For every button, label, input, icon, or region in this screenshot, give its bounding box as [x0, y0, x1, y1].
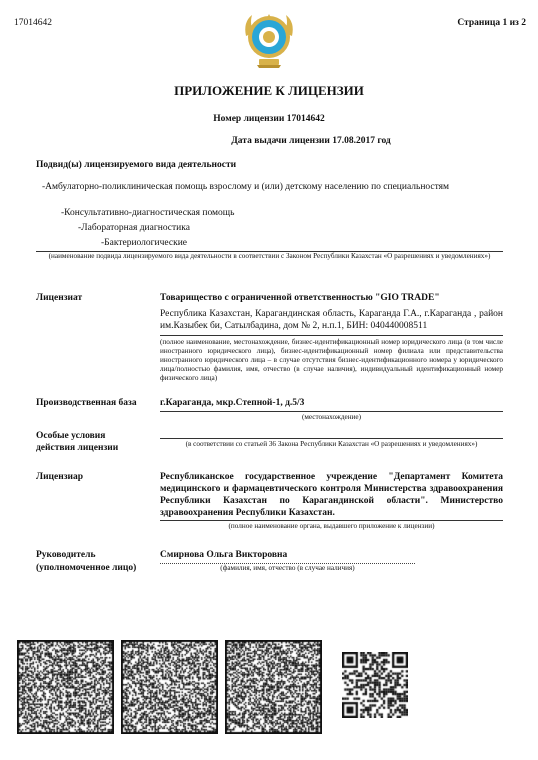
head-label-1: Руководитель [36, 550, 96, 560]
page-title: ПРИЛОЖЕНИЕ К ЛИЦЕНЗИИ [174, 83, 364, 98]
qr-code [342, 652, 408, 718]
licensee-label: Лицензиат [36, 293, 83, 303]
production-base-note: (местонахождение) [301, 413, 361, 421]
licensor-divider [160, 520, 503, 521]
document-number: 17014642 [14, 18, 52, 28]
barcode-1 [17, 640, 114, 734]
special-conditions-label-1: Особые условия [36, 431, 106, 441]
licensee-note: (полное наименование, местонахождение, бизнес-идентификационный номер юридического лица (в том числе иностранного юридического лица), бизнес-идентификационный номер филиала или представительства иностранного юридического лица – в случае отсутствия бизнес-идентификационного номера у юридического лица/полностью фамилия, имя, отчество (в случае наличия), индивидуальный идентификационный номер физического лица) [160, 338, 503, 382]
licensee-address: Республика Казахстан, Карагандинская область, Караганда Г.А., г.Караганда , район им.Казыбек би, Сатылбадина, дом № 2, н.п.1, БИН: 040440008511 [160, 309, 503, 331]
production-base-value: г.Караганда, мкр.Степной-1, д.5/3 [160, 398, 305, 408]
licensee-name: Товарищество с ограниченной ответственностью "GIO TRADE" [160, 293, 440, 303]
license-number: Номер лицензии 17014642 [213, 114, 325, 124]
activity-item-1: -Амбулаторно-поликлиническая помощь взрослому и (или) детскому населению по специальностям [42, 182, 450, 192]
special-conditions-note: (в соответствии со статьей 36 Закона Республики Казахстан «О разрешениях и уведомлениях») [185, 440, 478, 448]
page-indicator: Страница 1 из 2 [457, 18, 526, 28]
head-label-2: (уполномоченное лицо) [36, 563, 137, 573]
head-name: Смирнова Ольга Викторовна [160, 550, 288, 560]
barcode-3 [225, 640, 322, 734]
licensor-label: Лицензиар [36, 472, 84, 482]
activity-heading: Подвид(ы) лицензируемого вида деятельности [36, 160, 237, 170]
activity-note: (наименование подвида лицензируемого вида деятельности в соответствии с Законом Республики Казахстан «О разрешениях и уведомлениях») [48, 252, 491, 260]
production-base-label: Производственная база [36, 398, 137, 408]
barcode-2 [121, 640, 218, 734]
special-conditions-label-2: действия лицензии [36, 443, 119, 453]
production-base-divider [160, 411, 503, 412]
licensor-note: (полное наименование органа, выдавшего приложение к лицензии) [228, 522, 435, 530]
licensee-divider [160, 335, 503, 336]
activity-item-4: -Бактериологические [101, 238, 187, 248]
issue-date: Дата выдачи лицензии 17.08.2017 год [231, 136, 391, 146]
activity-item-2: -Консультативно-диагностическая помощь [61, 208, 235, 218]
state-emblem-icon [240, 6, 298, 70]
head-note: (фамилия, имя, отчество (в случае наличия) [220, 564, 355, 572]
activity-item-3: -Лабораторная диагностика [78, 223, 190, 233]
licensor-value: Республиканское государственное учреждение "Департамент Комитета медицинского и фармацевтического контроля Министерства здравоохранения Республики Казахстан по Карагандинской области". Министерство здравоохранения Республики Казахстан. [160, 472, 503, 518]
special-conditions-divider [160, 438, 503, 439]
